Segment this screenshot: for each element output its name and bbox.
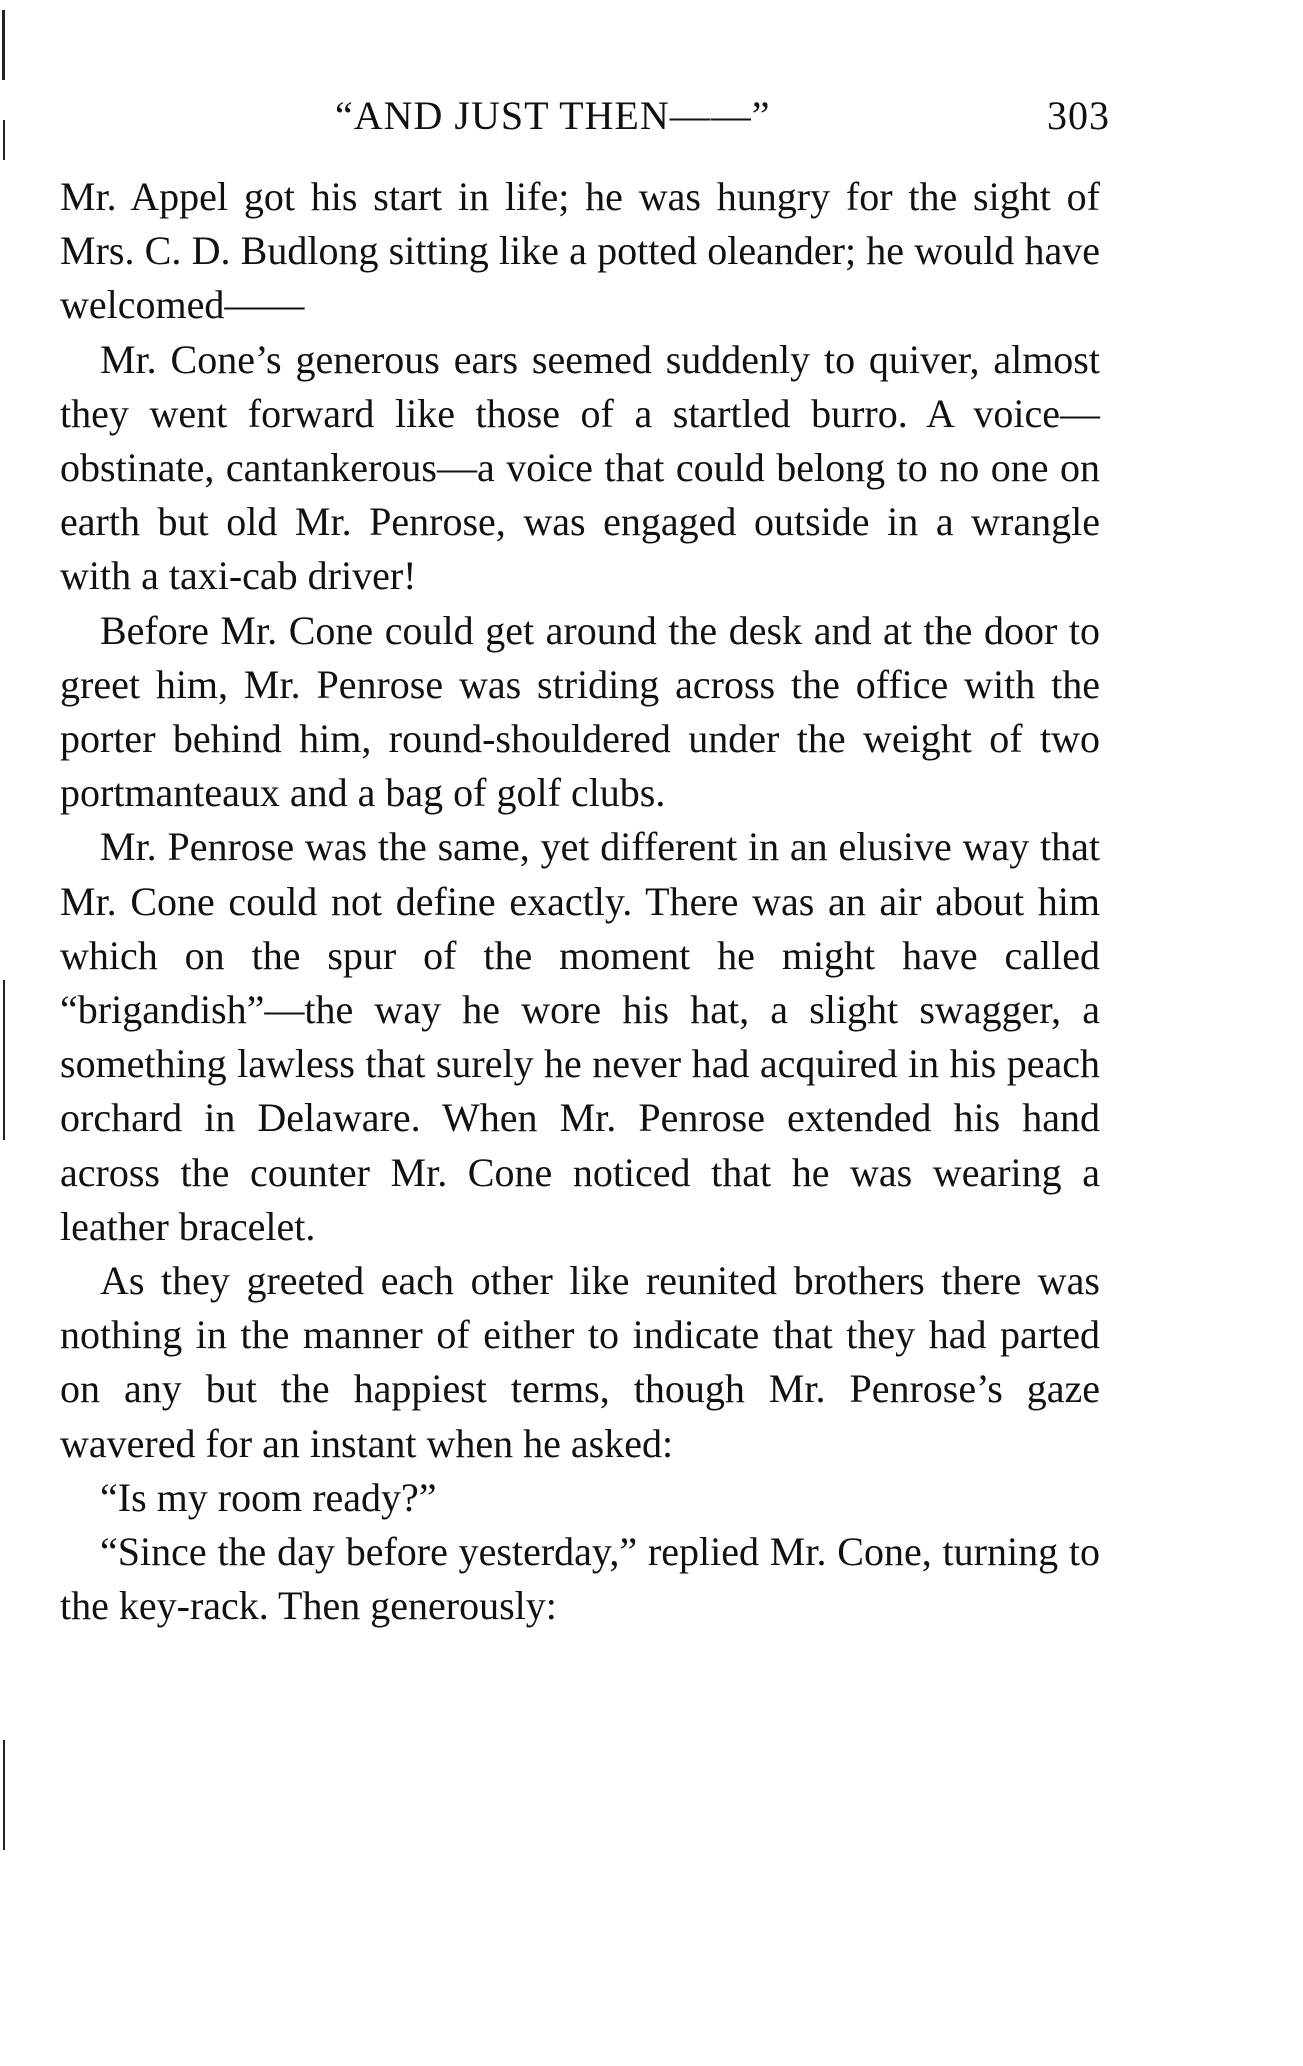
running-head (60, 92, 1110, 148)
paragraph: As they greeted each other like reunited brothers there was nothing in the manner of either to indicate that they had parted on any but the happiest terms, though Mr. Penrose’s gaze wavered for an instant when he asked: (60, 1258, 1100, 1466)
binding-mark (2, 10, 5, 80)
page-number: 303 (1047, 93, 1110, 138)
binding-mark (3, 120, 5, 160)
paragraph: Mr. Appel got his start in life; he was hungry for the sight of Mrs. C. D. Budlong sitting like a potted oleander; he would have welcomed—— (60, 174, 1100, 328)
body-text (60, 170, 1100, 1633)
paragraph: Before Mr. Cone could get around the desk and at the door to greet him, Mr. Penrose was striding across the office with the porter behind him, round-shouldered under the weight of two portmanteaux and a bag of golf clubs. (60, 607, 1100, 816)
binding-mark (3, 1740, 5, 1850)
paragraph: Mr. Penrose was the same, yet different in an elusive way that Mr. Cone could not define exactly. There was an air about him which on the spur of the moment he might have called “brigandish”—the way he wore his hat, a slight swagger, a something lawless that surely he never had acquired in his peach orchard in Delaware. When Mr. Penrose extended his hand across the counter Mr. Cone noticed that he was wearing a leather bracelet. (60, 824, 1100, 1249)
chapter-title: “AND JUST THEN——” (335, 93, 771, 138)
paragraph: “Is my room ready?” (100, 1474, 437, 1520)
paragraph: “Since the day before yesterday,” replied Mr. Cone, turning to the key-rack. Then generously: (60, 1529, 1100, 1629)
binding-mark (3, 980, 5, 1140)
paragraph: Mr. Cone’s generous ears seemed suddenly to quiver, almost they went forward like those of a startled burro. A voice—obstinate, cantankerous—a voice that could belong to no one on earth but old Mr. Penrose, was engaged outside in a wrangle with a taxi-cab driver! (60, 336, 1100, 599)
page-binding-edge (0, 0, 8, 2066)
